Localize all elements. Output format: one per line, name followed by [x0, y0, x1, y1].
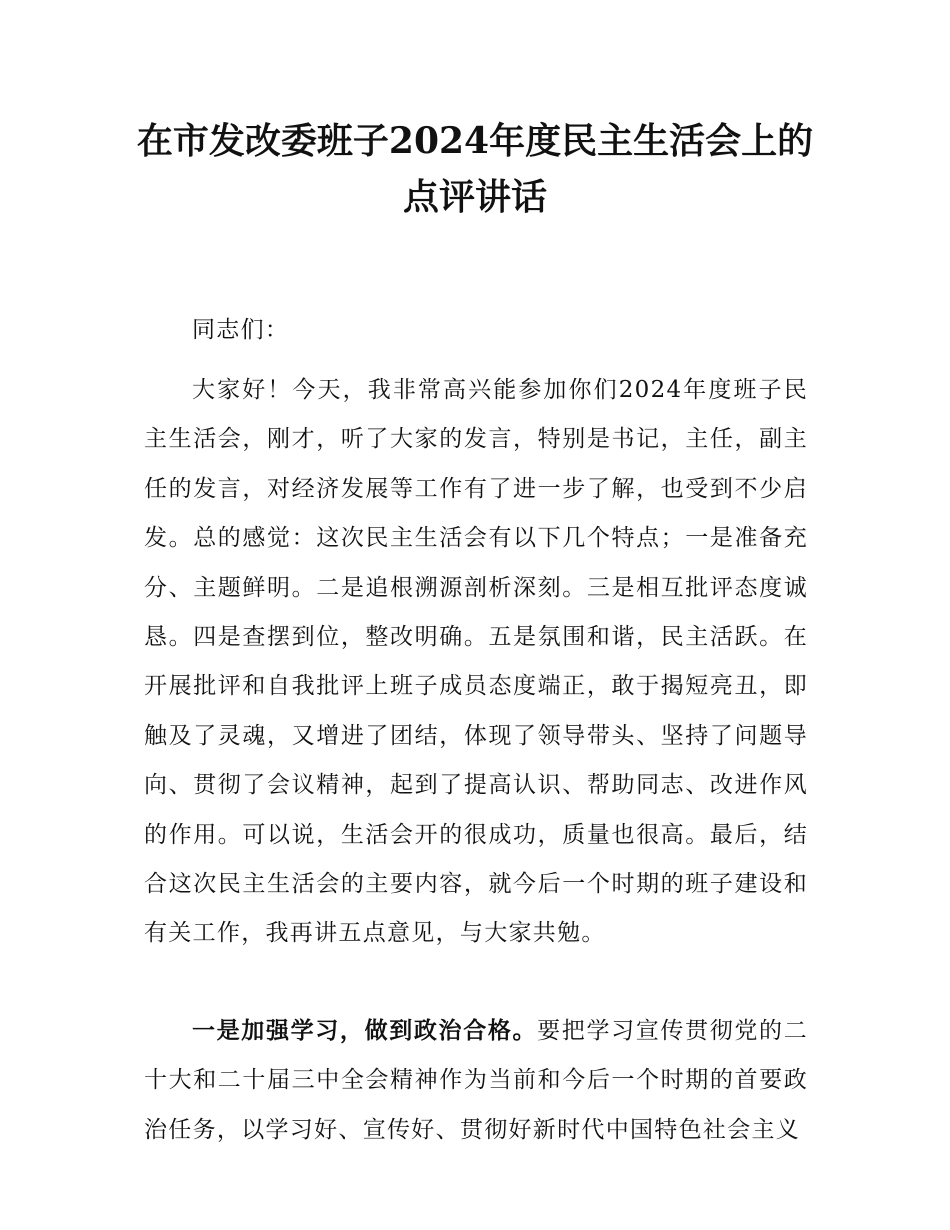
salutation: 同志们：	[192, 317, 290, 343]
paragraph-point-one	[144, 1007, 808, 1155]
paragraph-point-one-text: 要把学习宣传贯彻党的二十大和二十届三中全会精神作为当前和今后一个时期的首要政治任务，以学习好、宣传好、贯彻好新时代中国特色社会主义	[144, 1018, 808, 1143]
paragraph-lead-heading: 一是加强学习，做到政治合格。	[192, 1018, 538, 1044]
paragraph-opening	[144, 366, 808, 959]
paragraph-opening-text: 大家好！今天，我非常高兴能参加你们2024年度班子民主生活会，刚才，听了大家的发言，特别是书记，主任，副主任的发言，对经济发展等工作有了进一步了解，也受到不少启发。总的感觉：这次民主生活会有以下几个特点；一是准备充分、主题鲜明。二是追根溯源剖析深刻。三是相互批评态度诚恳。四是查摆到位，整改明确。五是氛围和谐，民主活跃。在开展批评和自我批评上班子成员态度端正，敢于揭短亮丑，即触及了灵魂，又增进了团结，体现了领导带头、坚持了问题导向、贯彻了会议精神，起到了提高认识、帮助同志、改进作风的作用。可以说，生活会开的很成功，质量也很高。最后，结合这次民主生活会的主要内容，就今后一个时期的班子建设和有关工作，我再讲五点意见，与大家共勉。	[144, 377, 808, 947]
document-title: 在市发改委班子2024年度民主生活会上的点评讲话	[136, 120, 814, 218]
